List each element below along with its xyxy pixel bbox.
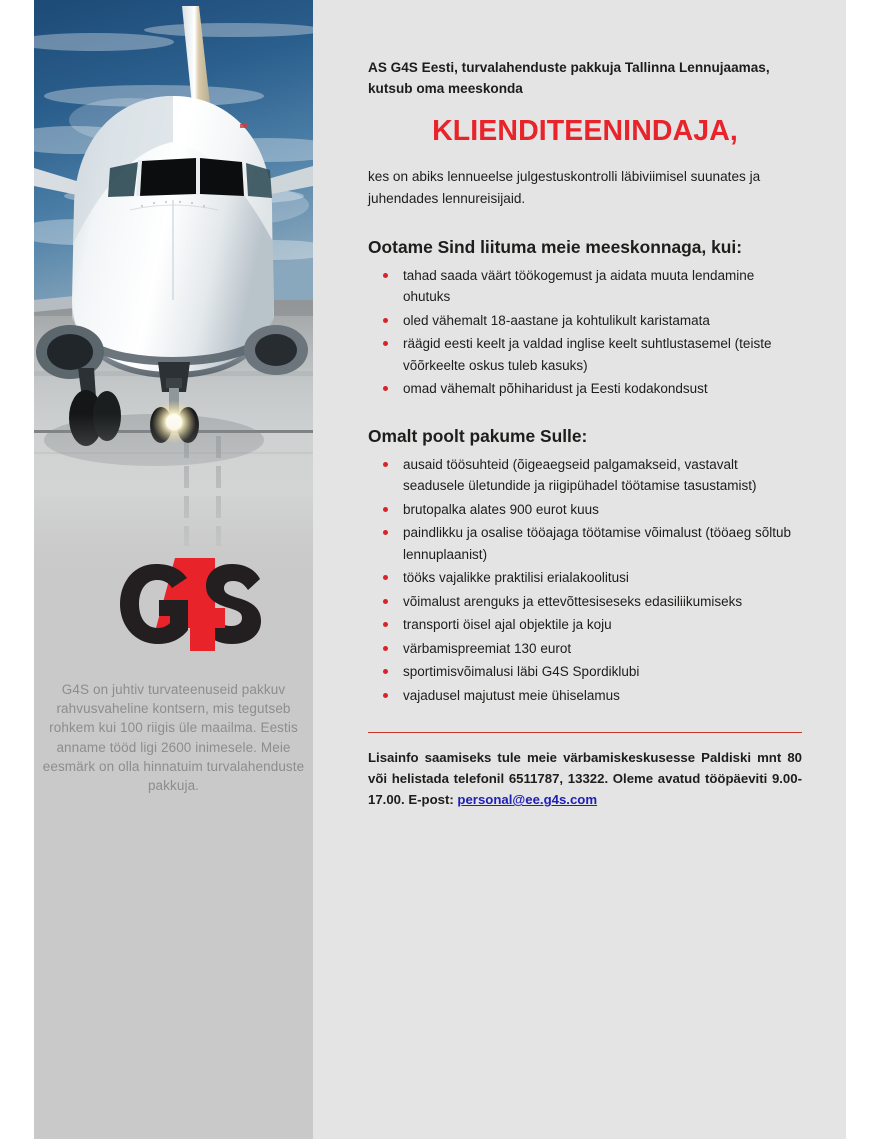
list-item: brutopalka alates 900 eurot kuus	[368, 499, 802, 521]
requirements-list	[368, 265, 802, 400]
g4s-logo	[112, 552, 272, 657]
left-sidebar	[34, 0, 313, 1139]
list-item: oled vähemalt 18-aastane ja kohtulikult karistamata	[368, 310, 802, 332]
job-title: KLIENDITEENINDAJA,	[432, 115, 738, 147]
company-intro-line: AS G4S Eesti, turvalahenduste pakkuja Tallinna Lennujaamas, kutsub oma meeskonda	[368, 60, 770, 96]
list-item: värbamispreemiat 130 eurot	[368, 638, 802, 660]
list-item: vajadusel majutust meie ühiselamus	[368, 685, 802, 707]
section-divider	[368, 732, 802, 733]
job-content	[368, 57, 802, 810]
offer-heading: Omalt poolt pakume Sulle:	[368, 425, 588, 446]
requirements-heading: Ootame Sind liituma meie meeskonnaga, kui:	[368, 236, 743, 257]
list-item: võimalust arenguks ja ettevõttesiseseks edasiliikumiseks	[368, 591, 802, 613]
airplane-photo	[34, 0, 313, 575]
list-item: tööks vajalikke praktilisi erialakoolitusi	[368, 567, 802, 589]
contact-info	[368, 747, 802, 810]
company-description: G4S on juhtiv turvateenuseid pakkuv rahvusvaheline kontsern, mis tegutseb rohkem kui 100 riigis üle maailma. Eestis anname tööd ligi 2600 inimesele. Meie eesmärk on olla hinnatuim turvalahenduste pakkuja.	[42, 682, 305, 794]
list-item: ausaid töösuhteid (õigeaegseid palgamakseid, vastavalt seadusele ületundide ja riigipühadel töötamise tasustamist)	[368, 454, 802, 497]
offer-list	[368, 454, 802, 707]
list-item: omad vähemalt põhiharidust ja Eesti kodakondsust	[368, 378, 802, 400]
email-link[interactable]: personal@ee.g4s.com	[457, 792, 598, 808]
job-description: kes on abiks lennueelse julgestuskontrolli läbiviimisel suunates ja juhendades lennureisijaid.	[368, 168, 761, 206]
list-item: transporti öisel ajal objektile ja koju	[368, 614, 802, 636]
list-item: paindlikku ja osalise tööajaga töötamise võimalust (tööaeg sõltub lennuplaanist)	[368, 522, 802, 565]
list-item: sportimisvõimalusi läbi G4S Spordiklubi	[368, 661, 802, 683]
list-item: räägid eesti keelt ja valdad inglise keelt suhtlustasemel (teiste võõrkeelte oskus tuleb kasuks)	[368, 333, 802, 376]
list-item: tahad saada väärt töökogemust ja aidata muuta lendamine ohutuks	[368, 265, 802, 308]
contact-text: Lisainfo saamiseks tule meie värbamiskeskusesse Paldiski mnt 80 või helistada telefonil 6511787, 13322. Oleme avatud tööpäeviti 9.00-17.00. E-post:	[368, 750, 802, 808]
content-panel	[313, 0, 846, 1139]
